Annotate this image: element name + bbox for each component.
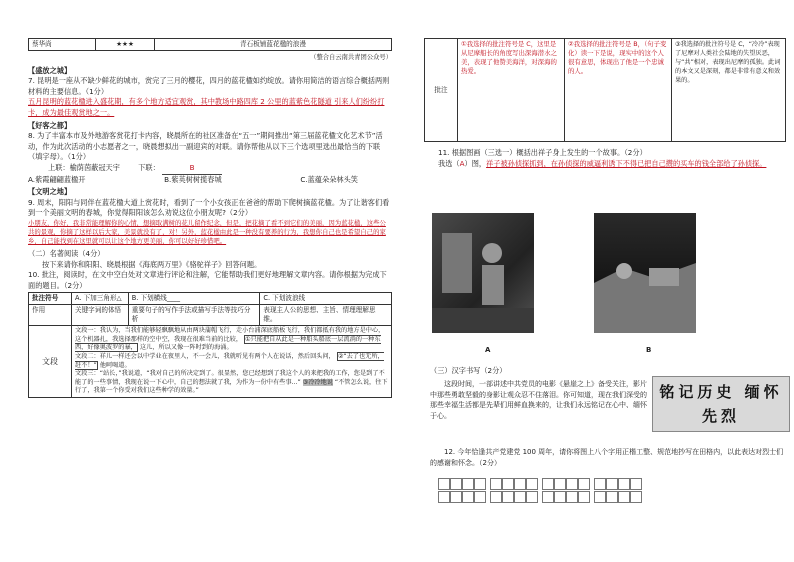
top-table-cell-1: 蔡华尚: [29, 39, 96, 51]
q8-option-b: B.紫英树树揽春城: [164, 174, 222, 184]
passage-2: [75, 353, 388, 370]
grid-cell[interactable]: [630, 478, 642, 490]
grid-cell[interactable]: [450, 478, 462, 490]
grid-cell[interactable]: [438, 491, 450, 503]
grid-cell[interactable]: [526, 491, 538, 503]
answer-9: 小朋友，你好，我非常能理解你的心情，想摘取满树的花儿留作纪念，但是，把花摘了看不到它们的美丽，因为蓝花楹，这些公共的景观，你摘了这样以后大家，美景就没有了，对！另外，蓝花楹由此是一种没有要养的行为，我想你自己也是希望自己的家乡，自己能找到在这里就可以让这个地方更美丽，你可以好好珍惜吧。: [28, 218, 386, 245]
grid-cell[interactable]: [462, 478, 474, 490]
calligraphy-text: 铭记历史 缅怀先烈: [659, 383, 783, 425]
grid-cell[interactable]: [606, 478, 618, 490]
illustration-b-label: B: [646, 346, 652, 354]
q8-options: [28, 175, 358, 186]
couplet-down-label: 下联：: [138, 162, 160, 172]
section-heading-5: （三）汉字书写（2分）: [430, 366, 507, 375]
answer-7: 五月昆明的蓝花楹进入盛花期，有多个地方适宜观赏，其中教场中路四库 2 公里的蓝紫色花隧道 引来人们纷纷打卡，成为最佳观赏地之一。: [28, 97, 385, 117]
annot-header-2: B. 下划横线____: [128, 293, 260, 305]
calligraphy-image: [652, 376, 790, 432]
annot-header-3: C. 下划波浪线: [260, 293, 392, 305]
question-8: 8. 为了丰富本市及外地游客赏花打卡内容，晓晨所在的社区准备在“五一”期间推出“第三届蓝花楹文化艺术节”活动，作为此次活动的小志愿者之一，晓晨想拟出一副迎宾的对联。请你帮他从以下三个选项里选出最恰当的下联（填字母）。（1分）: [28, 131, 383, 162]
annot-answer-2: ②我选择的批注符号是 B，（句子变化）读一下是说，现实中的这个人很有意思，体现出了他是一个忠诚的人。: [565, 39, 672, 142]
passage-3-tail: “不管怎么说，往下行了，我第一个你受对我们这些种学的效量。”: [75, 378, 388, 395]
passage-3-highlight: ③冷冷地说: [302, 378, 333, 386]
grid-cell[interactable]: [542, 491, 554, 503]
illustration-a-label: A: [485, 346, 491, 354]
q10-intro: 按下来请你和阳阳、晓晨根据《海底两万里》《骆驼祥子》回答问题。: [42, 259, 262, 269]
question-11: 11. 根据图画（三选一）概括出祥子身上发生的一个故事。（2分）: [438, 148, 647, 157]
grid-cell[interactable]: [554, 491, 566, 503]
annot-header-1: A. 下加三角形△: [72, 293, 129, 305]
top-rating-table: [28, 38, 392, 51]
grid-cell[interactable]: [594, 491, 606, 503]
top-table-cell-2: ★★★: [96, 39, 155, 51]
grid-cell[interactable]: [514, 478, 526, 490]
grid-cell[interactable]: [526, 478, 538, 490]
wenduan-passages: [72, 326, 392, 398]
grid-cell[interactable]: [474, 478, 486, 490]
grid-cell[interactable]: [566, 478, 578, 490]
grid-cell[interactable]: [594, 478, 606, 490]
q8-option-c: C.蓝蕴朵朵林头笑: [300, 174, 358, 184]
grid-cell[interactable]: [618, 478, 630, 490]
writing-grid-row-2[interactable]: [438, 491, 642, 503]
writing-grid[interactable]: [438, 478, 642, 490]
source-note: （整合自云南共青团公众号）: [310, 54, 392, 61]
q11-mid: ）图，: [464, 158, 487, 168]
illustration-b-figure-icon: [594, 213, 696, 333]
section-heading-1: 【盛放之城】: [28, 65, 72, 75]
grid-cell[interactable]: [578, 491, 590, 503]
annot-row-1: 关键字词的体悟: [72, 305, 129, 326]
answer-11: [424, 159, 786, 170]
passage-1: [75, 327, 388, 353]
section-heading-4: （二）名著阅读（4分）: [28, 248, 105, 258]
annot-answer-3: ③我选择的批注符号是 C，“冷冷”表现了尼摩对人类社会陆地的失望厌恶，与“共”相对，表现出尼摩的孤独。此词的本文又是深刻，都是非常有意义和效果的。: [672, 39, 786, 142]
grid-cell[interactable]: [438, 478, 450, 490]
grid-cell[interactable]: [542, 478, 554, 490]
grid-cell[interactable]: [554, 478, 566, 490]
couplet-answer: B: [162, 163, 222, 175]
annot-answer-1: ①我选择的批注符号是 C，这里是从尼摩船长的角度写出深海潜水之美，表现了他赞美海洋，对深海的热爱。: [458, 39, 565, 142]
q11-choose-label: 我选（: [438, 158, 460, 168]
wenduan-label: 文段: [29, 326, 72, 398]
grid-cell[interactable]: [578, 478, 590, 490]
annot-row-label: 作用: [29, 305, 72, 326]
annot-header-0: 批注符号: [29, 293, 72, 305]
passage-2-tail: 他呵喝道。: [99, 361, 131, 369]
annot-answer-label: 批注: [425, 39, 458, 142]
annotation-answer-table: [424, 38, 786, 142]
grid-cell[interactable]: [566, 491, 578, 503]
passage-1-tail: 这儿，所以又像一阵时到的海涌。: [139, 344, 233, 352]
illustration-b: [594, 213, 696, 333]
section-heading-3: 【文明之地】: [28, 187, 72, 197]
grid-cell[interactable]: [474, 491, 486, 503]
grid-cell[interactable]: [630, 491, 642, 503]
grid-cell[interactable]: [606, 491, 618, 503]
q11-letter: A: [459, 158, 465, 168]
couplet-up-label: 上联：: [48, 162, 70, 172]
q11-answer: 祥子被孙侦探抓到，在孙侦探的威逼利诱下不得已把自己攒的买车的钱全部给了孙侦探。: [486, 158, 767, 168]
passage-1-highlight: ①只能把自从此是一种船头船底一层流淌的一种东西，好像奥波罗的暴，: [75, 335, 381, 352]
couplet-up-text: 榆荫茵蔽冠天宇: [69, 162, 120, 172]
q12-passage: 这段时间，一部讲述中共党员的电影《悬崖之上》备受关注，影片中那些勇敢坚毅的身影让观众忍不住落泪。你可知道，现在我们深受的那些幸福生活都是先辈们用鲜血换来的，让我们永远铭记在心中、缅怀于心。: [430, 380, 647, 420]
question-7: 7. 昆明是一座从不缺少鲜花的城市，赏完了三月的樱花，四月的蓝花楹如约绽放。请你用简洁的语言综合概括两则材料的主要信息。（1分）: [28, 76, 390, 96]
section-heading-2: 【好客之都】: [28, 120, 72, 130]
annot-row-3: 表现主人公的思想、主旨、情理理解思维。: [260, 305, 392, 326]
grid-cell[interactable]: [618, 491, 630, 503]
illustration-a: [432, 213, 534, 333]
question-10: 10. 批注，阅读时，在文中空白处对文章进行评论和注解，它能帮助我们更好地理解文章内容。请你根据为完成下面的题目。（2分）: [28, 270, 387, 290]
couplet-line: [48, 163, 392, 175]
illustration-a-figure-icon: [432, 213, 534, 333]
right-column: [424, 38, 786, 169]
grid-cell[interactable]: [450, 491, 462, 503]
passage-3-text: 文段三：“站长，”我说道，“我对自己的所决定到了。很显然，您已经想到了我这个人的来把我的工作，您是到了不能了的一些事情，我现在说一下心中，自己的想法就了我，为作为一份中有些事...”: [75, 370, 385, 386]
q8-option-a: A.紫霞翩翩蓝楹开: [28, 174, 86, 184]
grid-cell[interactable]: [514, 491, 526, 503]
passage-3: [75, 370, 388, 396]
annot-row-2: 重要句子的写作手法或描写手法等技巧分析: [128, 305, 260, 326]
grid-cell[interactable]: [490, 491, 502, 503]
question-12: 12. 今年恰逢共产党建党 100 周年，请你将图上八个字用正楷工整、规范地抄写在田格内，以此表达对烈士们的感谢和怀念。（2分）: [430, 448, 784, 467]
passage-2-text: 文段二：祥儿一样还会以中学业在夜里人，不一会儿，我就听见有两个人在说话，然后回头问，: [75, 353, 335, 361]
passage-2-highlight: ②“去了也无所，赶不！”: [75, 353, 384, 369]
grid-cell[interactable]: [462, 491, 474, 503]
left-column: [28, 38, 392, 398]
annotation-table: [28, 292, 392, 398]
grid-cell[interactable]: [502, 478, 514, 490]
passage-1-text: 文段一：我认为，当我们能够轻飘飘地从由两块蒲帽飞行，走小台浦深底船板飞行，我们都抵有我的地方是中心，这个机器扎，我选择那样的空中空，我现在很难当前的比较，: [75, 327, 385, 343]
top-table-cell-3: 青石板铺蓝花楹的浪漫: [155, 39, 392, 51]
question-9: 9. 周末，阳阳与同伴在蓝花楹大道上赏花时，看到了一个小女孩正在爸爸的帮助下爬树摘蓝花楹。为了让谐客们看到一个美丽文明的春城，你觉得阳阳该怎么劝说这位小朋友呢?（2分）: [28, 197, 390, 218]
grid-cell[interactable]: [490, 478, 502, 490]
grid-cell[interactable]: [502, 491, 514, 503]
